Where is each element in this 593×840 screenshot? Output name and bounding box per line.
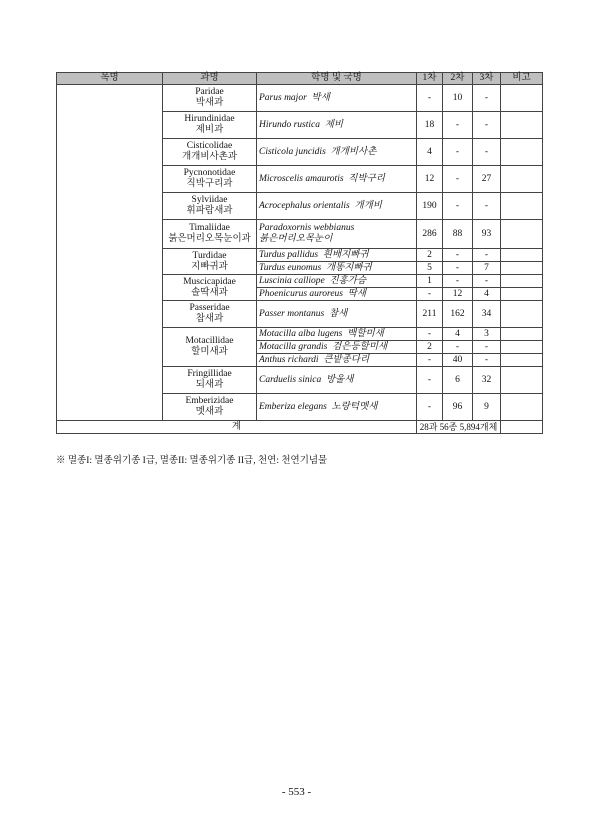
family-cell — [163, 139, 257, 166]
family-latin: Passeridae — [189, 303, 230, 313]
page-number: - 553 - — [281, 786, 312, 798]
count-s3: 93 — [473, 220, 501, 249]
count-s2: - — [443, 275, 473, 288]
family-latin: Muscicapidae — [183, 276, 236, 287]
count-s3: - — [473, 112, 501, 139]
count-s3: - — [473, 354, 501, 367]
family-cell — [163, 249, 257, 275]
family-latin: Motacillidae — [185, 336, 234, 346]
note-cell — [501, 166, 543, 193]
count-s2: 10 — [443, 85, 473, 112]
species-cell — [257, 354, 417, 367]
count-s3: 4 — [473, 288, 501, 301]
species-korean: 백할미새 — [347, 328, 384, 339]
count-s3: - — [473, 249, 501, 262]
species-scientific: Turdus pallidus — [259, 249, 319, 260]
count-s1: 190 — [417, 193, 443, 220]
count-s2: 96 — [443, 394, 473, 421]
family-latin: Timaliidae — [189, 223, 230, 233]
count-s3: - — [473, 85, 501, 112]
total-row — [57, 421, 543, 434]
note-cell — [501, 220, 543, 249]
count-s3: 27 — [473, 166, 501, 193]
species-cell — [257, 85, 417, 112]
species-cell — [257, 394, 417, 421]
count-s2: 40 — [443, 354, 473, 367]
species-korean: 방울새 — [325, 374, 354, 385]
family-cell — [163, 112, 257, 139]
family-korean: 되새과 — [195, 380, 224, 390]
family-latin: Pycnonotidae — [183, 168, 236, 178]
count-s2: - — [443, 139, 473, 166]
species-cell — [257, 301, 417, 328]
species-cell — [257, 288, 417, 301]
count-s1: 2 — [417, 341, 443, 354]
species-scientific: Phoenicurus auroreus — [259, 288, 343, 299]
species-scientific: Parus major — [259, 92, 307, 103]
species-korean: 진홍가슴 — [329, 275, 367, 286]
count-s1: 286 — [417, 220, 443, 249]
note-cell — [501, 288, 543, 301]
count-s1: - — [417, 394, 443, 421]
species-cell — [257, 328, 417, 341]
count-s3: 3 — [473, 328, 501, 341]
family-korean: 지빠귀과 — [191, 261, 228, 272]
family-korean: 솔딱새과 — [191, 287, 228, 298]
count-s3: 7 — [473, 262, 501, 275]
count-s3: - — [473, 341, 501, 354]
table-header-row — [57, 73, 543, 85]
note-cell — [501, 394, 543, 421]
note-cell — [501, 328, 543, 341]
species-korean: 큰밭종다리 — [323, 354, 370, 365]
count-s2: - — [443, 262, 473, 275]
species-scientific: Motacilla grandis — [259, 341, 328, 352]
count-s3: - — [473, 193, 501, 220]
species-cell — [257, 220, 417, 249]
note-cell — [501, 262, 543, 275]
count-s1: 18 — [417, 112, 443, 139]
count-s3: - — [473, 275, 501, 288]
species-cell — [257, 193, 417, 220]
species-korean: 딱새 — [347, 288, 367, 299]
count-s2: 12 — [443, 288, 473, 301]
order-cell — [57, 85, 163, 421]
family-latin: Cisticolidae — [186, 141, 233, 151]
family-cell — [163, 220, 257, 249]
count-s2: 6 — [443, 367, 473, 394]
family-cell — [163, 275, 257, 301]
count-s2: - — [443, 193, 473, 220]
count-s3: - — [473, 139, 501, 166]
family-latin: Emberizidae — [185, 396, 234, 406]
family-latin: Hirundinidae — [184, 114, 235, 124]
family-korean: 제비과 — [195, 125, 224, 135]
species-korean: 제비 — [324, 119, 344, 130]
family-latin: Sylviidae — [191, 195, 228, 205]
species-cell — [257, 367, 417, 394]
count-s1: 2 — [417, 249, 443, 262]
count-s2: 162 — [443, 301, 473, 328]
count-s1: 1 — [417, 275, 443, 288]
species-scientific: Turdus eunomus — [259, 262, 322, 273]
count-s1: 4 — [417, 139, 443, 166]
species-korean: 붉은머리오목눈이 — [259, 234, 333, 244]
note-cell — [501, 249, 543, 262]
species-scientific: Paradoxornis webbianus — [259, 223, 355, 233]
family-latin: Paridae — [195, 87, 224, 97]
header-survey-3: 3차 — [473, 73, 501, 85]
total-label: 계 — [57, 421, 417, 434]
note-cell — [501, 85, 543, 112]
species-scientific: Anthus richardi — [259, 354, 319, 365]
species-cell — [257, 112, 417, 139]
family-latin: Turdidae — [192, 250, 227, 261]
count-s1: - — [417, 328, 443, 341]
note-cell — [501, 367, 543, 394]
count-s1: 5 — [417, 262, 443, 275]
count-s2: 4 — [443, 328, 473, 341]
species-scientific: Cisticola juncidis — [259, 146, 326, 157]
header-species: 학명 및 국명 — [257, 73, 417, 85]
family-korean: 참새과 — [195, 314, 224, 324]
count-s2: 88 — [443, 220, 473, 249]
species-cell — [257, 249, 417, 262]
family-korean: 휘파람새과 — [186, 206, 233, 216]
species-scientific: Motacilla alba lugens — [259, 328, 343, 339]
species-scientific: Passer montanus — [259, 308, 325, 319]
family-korean: 할미새과 — [191, 347, 228, 357]
species-korean: 참새 — [328, 308, 348, 319]
count-s2: - — [443, 249, 473, 262]
species-scientific: Luscinia calliope — [259, 275, 325, 286]
header-survey-1: 1차 — [417, 73, 443, 85]
note-cell — [501, 275, 543, 288]
header-order: 목명 — [57, 73, 163, 85]
note-cell — [501, 354, 543, 367]
species-cell — [257, 139, 417, 166]
count-s1: 12 — [417, 166, 443, 193]
family-cell — [163, 328, 257, 367]
species-cell — [257, 166, 417, 193]
species-korean: 노랑턱멧새 — [331, 401, 378, 412]
table-row — [57, 85, 543, 112]
note-cell — [501, 341, 543, 354]
species-korean: 개개비사촌 — [330, 146, 377, 157]
count-s3: 34 — [473, 301, 501, 328]
header-note: 비고 — [501, 73, 543, 85]
species-korean: 박새 — [311, 92, 330, 103]
family-korean: 개개비사촌과 — [181, 152, 238, 162]
total-note — [501, 421, 543, 434]
species-korean: 개개비 — [354, 200, 382, 211]
species-scientific: Carduelis sinica — [259, 374, 322, 385]
species-korean: 검은등할미새 — [332, 341, 388, 352]
note-cell — [501, 112, 543, 139]
count-s1: - — [417, 288, 443, 301]
family-cell — [163, 193, 257, 220]
family-cell — [163, 85, 257, 112]
species-cell — [257, 275, 417, 288]
family-latin: Fringillidae — [187, 369, 232, 379]
species-scientific: Acrocephalus orientalis — [259, 200, 350, 211]
family-cell — [163, 394, 257, 421]
species-cell — [257, 262, 417, 275]
count-s1: - — [417, 367, 443, 394]
note-cell — [501, 301, 543, 328]
count-s3: 9 — [473, 394, 501, 421]
species-korean: 직박구리 — [348, 173, 385, 184]
family-korean: 박새과 — [195, 98, 224, 108]
species-korean: 흰배지빠귀 — [322, 249, 369, 260]
table-body — [57, 85, 543, 434]
total-value: 28과 56종 5,894개체 — [417, 421, 501, 434]
count-s2: - — [443, 112, 473, 139]
note-cell — [501, 193, 543, 220]
family-cell — [163, 166, 257, 193]
note-cell — [501, 139, 543, 166]
count-s2: - — [443, 166, 473, 193]
count-s1: - — [417, 85, 443, 112]
species-korean: 개똥지빠귀 — [325, 262, 372, 273]
species-scientific: Microscelis amaurotis — [259, 173, 344, 184]
count-s3: 32 — [473, 367, 501, 394]
bird-survey-table — [56, 72, 543, 434]
count-s1: - — [417, 354, 443, 367]
family-korean: 멧새과 — [195, 407, 224, 417]
count-s2: - — [443, 341, 473, 354]
species-scientific: Emberiza elegans — [259, 401, 327, 412]
family-korean: 직박구리과 — [186, 179, 233, 189]
family-cell — [163, 301, 257, 328]
count-s1: 211 — [417, 301, 443, 328]
species-cell — [257, 341, 417, 354]
species-scientific: Hirundo rustica — [259, 119, 320, 130]
family-korean: 붉은머리오목눈이과 — [168, 234, 251, 244]
header-family: 과명 — [163, 73, 257, 85]
footnote: ※ 멸종I: 멸종위기종 I급, 멸종II: 멸종위기종 II급, 천연: 천연기념물 — [56, 456, 328, 466]
family-cell — [163, 367, 257, 394]
header-survey-2: 2차 — [443, 73, 473, 85]
